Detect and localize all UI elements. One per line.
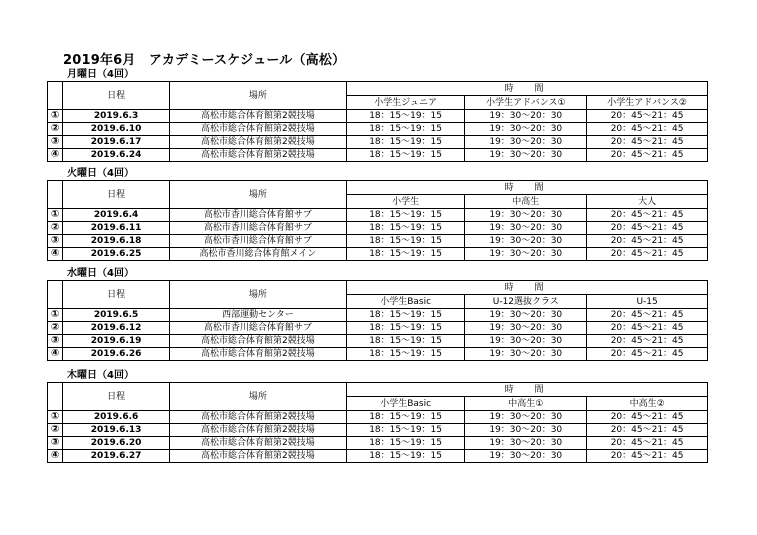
session-number: ① bbox=[48, 110, 63, 123]
header-time: 時 間 bbox=[346, 82, 707, 96]
session-place: 高松市総合体育館第2競技場 bbox=[169, 136, 346, 149]
header-date: 日程 bbox=[63, 82, 170, 110]
header-date: 日程 bbox=[63, 383, 170, 411]
session-number: ④ bbox=[48, 450, 63, 463]
schedule-table bbox=[47, 280, 708, 361]
schedule-section bbox=[47, 267, 708, 361]
header-blank bbox=[48, 181, 63, 209]
session-time: 19：30～20：30 bbox=[465, 222, 587, 235]
session-date: 2019.6.10 bbox=[63, 123, 170, 136]
session-time: 18：15～19：15 bbox=[346, 437, 464, 450]
session-time: 18：15～19：15 bbox=[346, 309, 464, 322]
session-time: 20：45～21：45 bbox=[587, 110, 708, 123]
session-time: 18：15～19：15 bbox=[346, 348, 464, 361]
header-date: 日程 bbox=[63, 181, 170, 209]
session-place: 高松市総合体育館第2競技場 bbox=[169, 348, 346, 361]
header-blank bbox=[48, 82, 63, 110]
session-place: 高松市総合体育館第2競技場 bbox=[169, 149, 346, 162]
session-time: 20：45～21：45 bbox=[587, 309, 708, 322]
group-label: 大人 bbox=[587, 195, 708, 209]
session-date: 2019.6.17 bbox=[63, 136, 170, 149]
session-place: 高松市香川総合体育館サブ bbox=[169, 235, 346, 248]
group-label: 小学生 bbox=[346, 195, 464, 209]
session-time: 20：45～21：45 bbox=[587, 335, 708, 348]
table-row bbox=[48, 235, 708, 248]
header-blank bbox=[48, 383, 63, 411]
group-label: 中高生① bbox=[465, 397, 587, 411]
session-date: 2019.6.3 bbox=[63, 110, 170, 123]
session-time: 18：15～19：15 bbox=[346, 222, 464, 235]
session-time: 19：30～20：30 bbox=[465, 450, 587, 463]
session-time: 20：45～21：45 bbox=[587, 136, 708, 149]
group-label: U-12選抜クラス bbox=[465, 295, 587, 309]
header-place: 場所 bbox=[169, 181, 346, 209]
session-time: 18：15～19：15 bbox=[346, 248, 464, 261]
session-place: 高松市総合体育館第2競技場 bbox=[169, 110, 346, 123]
session-number: ② bbox=[48, 322, 63, 335]
header-time: 時 間 bbox=[346, 181, 707, 195]
session-time: 19：30～20：30 bbox=[465, 322, 587, 335]
session-number: ④ bbox=[48, 348, 63, 361]
session-time: 19：30～20：30 bbox=[465, 437, 587, 450]
session-time: 18：15～19：15 bbox=[346, 235, 464, 248]
table-row bbox=[48, 450, 708, 463]
session-place: 西部運動センター bbox=[169, 309, 346, 322]
session-time: 19：30～20：30 bbox=[465, 136, 587, 149]
session-place: 高松市総合体育館第2競技場 bbox=[169, 450, 346, 463]
session-number: ② bbox=[48, 123, 63, 136]
session-date: 2019.6.5 bbox=[63, 309, 170, 322]
session-place: 高松市総合体育館第2競技場 bbox=[169, 335, 346, 348]
session-time: 19：30～20：30 bbox=[465, 411, 587, 424]
schedule-section bbox=[47, 167, 708, 261]
header-place: 場所 bbox=[169, 383, 346, 411]
session-time: 19：30～20：30 bbox=[465, 335, 587, 348]
session-number: ① bbox=[48, 309, 63, 322]
session-date: 2019.6.12 bbox=[63, 322, 170, 335]
schedule-table bbox=[47, 382, 708, 463]
session-place: 高松市香川総合体育館サブ bbox=[169, 322, 346, 335]
schedule-section bbox=[47, 68, 708, 162]
table-row bbox=[48, 123, 708, 136]
table-row bbox=[48, 209, 708, 222]
table-row bbox=[48, 136, 708, 149]
header-row bbox=[48, 281, 708, 295]
session-date: 2019.6.4 bbox=[63, 209, 170, 222]
session-number: ① bbox=[48, 209, 63, 222]
schedule-table bbox=[47, 180, 708, 261]
session-date: 2019.6.18 bbox=[63, 235, 170, 248]
session-time: 18：15～19：15 bbox=[346, 335, 464, 348]
session-date: 2019.6.20 bbox=[63, 437, 170, 450]
session-time: 18：15～19：15 bbox=[346, 450, 464, 463]
session-place: 高松市総合体育館第2競技場 bbox=[169, 437, 346, 450]
session-time: 18：15～19：15 bbox=[346, 149, 464, 162]
session-number: ② bbox=[48, 222, 63, 235]
session-date: 2019.6.26 bbox=[63, 348, 170, 361]
session-time: 18：15～19：15 bbox=[346, 424, 464, 437]
header-date: 日程 bbox=[63, 281, 170, 309]
session-date: 2019.6.19 bbox=[63, 335, 170, 348]
session-time: 20：45～21：45 bbox=[587, 123, 708, 136]
session-number: ② bbox=[48, 424, 63, 437]
header-time: 時 間 bbox=[346, 383, 707, 397]
table-row bbox=[48, 424, 708, 437]
session-time: 18：15～19：15 bbox=[346, 209, 464, 222]
session-time: 19：30～20：30 bbox=[465, 149, 587, 162]
schedule-table bbox=[47, 81, 708, 162]
session-date: 2019.6.13 bbox=[63, 424, 170, 437]
session-place: 高松市総合体育館第2競技場 bbox=[169, 123, 346, 136]
session-time: 20：45～21：45 bbox=[587, 149, 708, 162]
session-number: ③ bbox=[48, 437, 63, 450]
table-row bbox=[48, 335, 708, 348]
session-time: 19：30～20：30 bbox=[465, 235, 587, 248]
schedule-section bbox=[47, 369, 708, 463]
session-time: 19：30～20：30 bbox=[465, 209, 587, 222]
table-row bbox=[48, 411, 708, 424]
session-date: 2019.6.6 bbox=[63, 411, 170, 424]
group-label: 小学生アドバンス① bbox=[465, 96, 587, 110]
table-row bbox=[48, 222, 708, 235]
section-title: 木曜日（4回） bbox=[67, 370, 134, 381]
group-label: 小学生Basic bbox=[346, 397, 464, 411]
header-blank bbox=[48, 281, 63, 309]
group-label: 中高生② bbox=[587, 397, 708, 411]
session-number: ③ bbox=[48, 335, 63, 348]
session-time: 19：30～20：30 bbox=[465, 309, 587, 322]
table-row bbox=[48, 248, 708, 261]
section-title: 月曜日（4回） bbox=[67, 69, 134, 80]
session-time: 19：30～20：30 bbox=[465, 110, 587, 123]
session-time: 19：30～20：30 bbox=[465, 348, 587, 361]
session-time: 20：45～21：45 bbox=[587, 450, 708, 463]
session-time: 20：45～21：45 bbox=[587, 322, 708, 335]
table-row bbox=[48, 110, 708, 123]
header-row bbox=[48, 82, 708, 96]
group-label: 小学生ジュニア bbox=[346, 96, 464, 110]
session-date: 2019.6.25 bbox=[63, 248, 170, 261]
session-time: 20：45～21：45 bbox=[587, 222, 708, 235]
session-time: 19：30～20：30 bbox=[465, 424, 587, 437]
session-date: 2019.6.27 bbox=[63, 450, 170, 463]
session-number: ④ bbox=[48, 248, 63, 261]
session-time: 20：45～21：45 bbox=[587, 248, 708, 261]
group-label: 小学生Basic bbox=[346, 295, 464, 309]
header-row bbox=[48, 181, 708, 195]
session-number: ③ bbox=[48, 235, 63, 248]
group-label: 小学生アドバンス② bbox=[587, 96, 708, 110]
session-time: 20：45～21：45 bbox=[587, 411, 708, 424]
table-row bbox=[48, 322, 708, 335]
session-place: 高松市総合体育館第2競技場 bbox=[169, 411, 346, 424]
section-title: 水曜日（4回） bbox=[67, 268, 134, 279]
session-number: ③ bbox=[48, 136, 63, 149]
header-time: 時 間 bbox=[346, 281, 707, 295]
header-row bbox=[48, 383, 708, 397]
session-time: 19：30～20：30 bbox=[465, 248, 587, 261]
session-number: ④ bbox=[48, 149, 63, 162]
session-place: 高松市総合体育館第2競技場 bbox=[169, 424, 346, 437]
session-number: ① bbox=[48, 411, 63, 424]
page-title: 2019年6月 アカデミースケジュール（高松） bbox=[63, 53, 346, 68]
session-time: 20：45～21：45 bbox=[587, 235, 708, 248]
session-time: 20：45～21：45 bbox=[587, 348, 708, 361]
table-row bbox=[48, 149, 708, 162]
session-time: 18：15～19：15 bbox=[346, 123, 464, 136]
group-label: 中高生 bbox=[465, 195, 587, 209]
table-row bbox=[48, 437, 708, 450]
session-date: 2019.6.24 bbox=[63, 149, 170, 162]
section-title: 火曜日（4回） bbox=[67, 168, 134, 179]
session-place: 高松市香川総合体育館サブ bbox=[169, 222, 346, 235]
session-time: 20：45～21：45 bbox=[587, 437, 708, 450]
session-date: 2019.6.11 bbox=[63, 222, 170, 235]
header-place: 場所 bbox=[169, 281, 346, 309]
group-label: U-15 bbox=[587, 295, 708, 309]
table-row bbox=[48, 309, 708, 322]
session-time: 20：45～21：45 bbox=[587, 424, 708, 437]
session-place: 高松市香川総合体育館メイン bbox=[169, 248, 346, 261]
table-row bbox=[48, 348, 708, 361]
session-time: 18：15～19：15 bbox=[346, 110, 464, 123]
session-time: 19：30～20：30 bbox=[465, 123, 587, 136]
session-place: 高松市香川総合体育館サブ bbox=[169, 209, 346, 222]
session-time: 18：15～19：15 bbox=[346, 136, 464, 149]
session-time: 20：45～21：45 bbox=[587, 209, 708, 222]
header-place: 場所 bbox=[169, 82, 346, 110]
session-time: 18：15～19：15 bbox=[346, 411, 464, 424]
session-time: 18：15～19：15 bbox=[346, 322, 464, 335]
